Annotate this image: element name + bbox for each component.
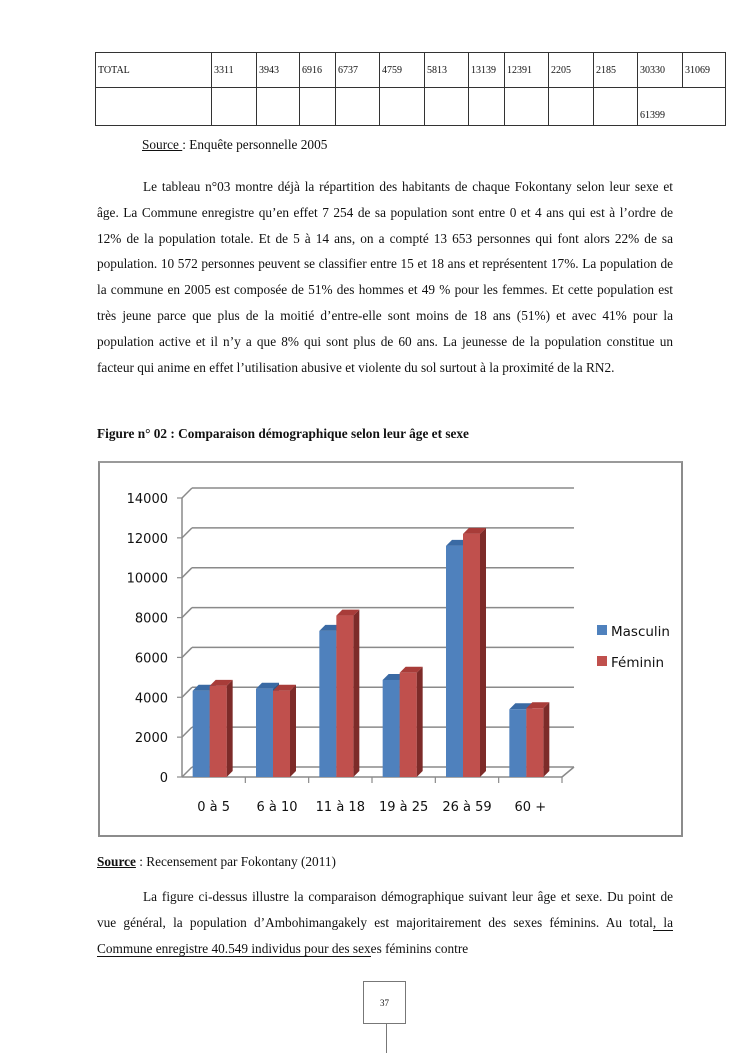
source-label: Source: [97, 854, 136, 869]
gridline-side: [182, 687, 192, 697]
gridline-side: [182, 647, 192, 657]
paragraph-text: La figure ci-dessus illustre la comparaison démographique suivant leur âge et sexe. Du point de vue général, la population d’Ambohimangakely est majoritairement des sexes féminins. Au total: [97, 889, 673, 930]
bar-chart: [98, 461, 683, 837]
table-cell: 13139: [469, 53, 505, 88]
paragraph-text-end: es féminins contre: [370, 940, 469, 956]
gridline-side: [182, 767, 192, 777]
table-cell: 5813: [425, 53, 469, 88]
paragraph-text: Le tableau n°03 montre déjà la répartition des habitants de chaque Fokontany selon leur sexe et âge. La Commune enregistre qu’en effet 7 254 de sa population sont entre 0 et 4 ans qui est à l’ordre de 12% de la population totale. Et de 5 à 14 ans, on a compté 13 653 personnes qui font alors 22% de sa population. 10 572 personnes peuvent se classifier entre 15 et 18 ans et représentent 17%. La population de la commune en 2005 est composée de 51% des hommes et 49 % pour les femmes. Et cette population est très jeune parce que plus de la moitié d’entre-elle sont moins de 18 ans (51%) et avec 41% pour la population active et il n’y a que 8% qui sont plus de 60 ans. La jeunesse de la population constitue un facteur qui anime en effet l’utilisation abusive et violente du sol surtout à la proximité de la RN2.: [97, 179, 673, 375]
source-text: : Recensement par Fokontany (2011): [135, 854, 336, 869]
gridline-side: [182, 608, 192, 618]
grand-total-cell: 61399: [638, 88, 726, 126]
population-table: [95, 52, 726, 126]
table-cell: 30330: [638, 53, 683, 88]
table-cell-empty: [425, 88, 469, 126]
bar-féminin: [210, 680, 233, 777]
y-tick-label: 0: [159, 771, 168, 786]
table-source: [142, 137, 327, 153]
table-cell: 6916: [300, 53, 336, 88]
table-cell-empty: [505, 88, 549, 126]
table-cell-empty: [212, 88, 257, 126]
y-tick-label: 6000: [134, 651, 168, 667]
floor-edge: [562, 767, 574, 777]
paragraph-table-analysis: [97, 174, 673, 380]
y-tick-label: 2000: [134, 731, 168, 747]
x-tick-label: 6 à 10: [256, 800, 298, 815]
x-tick-label: 19 à 25: [379, 800, 429, 815]
y-tick-label: 14000: [126, 492, 168, 507]
y-tick-label: 4000: [134, 691, 168, 707]
x-tick-label: 0 à 5: [197, 800, 231, 815]
table-cell-empty: [96, 88, 212, 126]
page-number-connector: [386, 1024, 387, 1053]
table-cell-empty: [300, 88, 336, 126]
bar-féminin: [463, 528, 486, 777]
table-cell: 3943: [257, 53, 300, 88]
bar-féminin: [273, 685, 296, 777]
gridline-side: [182, 488, 192, 498]
table-cell-empty: [594, 88, 638, 126]
underlined-phrase: , la Commune enregistre 40.549 individus pour des sex: [97, 914, 674, 956]
table-cell-label: TOTAL: [96, 53, 212, 88]
paragraph-figure-analysis: [97, 884, 673, 961]
bar-féminin: [336, 610, 359, 777]
legend-swatch-féminin: [597, 656, 607, 666]
table-cell-empty: [469, 88, 505, 126]
x-tick-label: 60 +: [514, 800, 547, 815]
gridline-side: [182, 568, 192, 578]
figure-title: Figure n° 02 : Comparaison démographique selon leur âge et sexe: [97, 426, 469, 441]
y-tick-label: 10000: [126, 571, 168, 587]
table-row-grand-total: [96, 88, 726, 126]
x-tick-label: 11 à 18: [315, 800, 365, 815]
source-label: Source: [142, 137, 183, 152]
y-tick-label: 12000: [126, 531, 168, 547]
table-cell: 6737: [336, 53, 380, 88]
figure-source: [97, 854, 336, 870]
table-row-total: [96, 53, 726, 88]
bar-féminin: [526, 702, 549, 777]
legend-label-masculin: Masculin: [611, 624, 670, 640]
legend-swatch-masculin: [597, 625, 607, 635]
y-tick-label: 8000: [134, 611, 168, 627]
table-cell-empty: [380, 88, 425, 126]
gridline-side: [182, 528, 192, 538]
table-cell: 12391: [505, 53, 549, 88]
table-cell-empty: [257, 88, 300, 126]
table-cell-empty: [549, 88, 594, 126]
table-cell: 2205: [549, 53, 594, 88]
page-number: 37: [363, 981, 406, 1024]
x-tick-label: 26 à 59: [442, 800, 492, 815]
table-cell: 3311: [212, 53, 257, 88]
table-cell: 4759: [380, 53, 425, 88]
gridline-side: [182, 727, 192, 737]
source-text: : Enquête personnelle 2005: [182, 137, 328, 152]
bar-féminin: [400, 667, 423, 777]
table-cell-empty: [336, 88, 380, 126]
table-cell: 2185: [594, 53, 638, 88]
legend-label-féminin: Féminin: [611, 655, 665, 671]
table-cell: 31069: [683, 53, 726, 88]
chart-canvas: [100, 463, 685, 839]
